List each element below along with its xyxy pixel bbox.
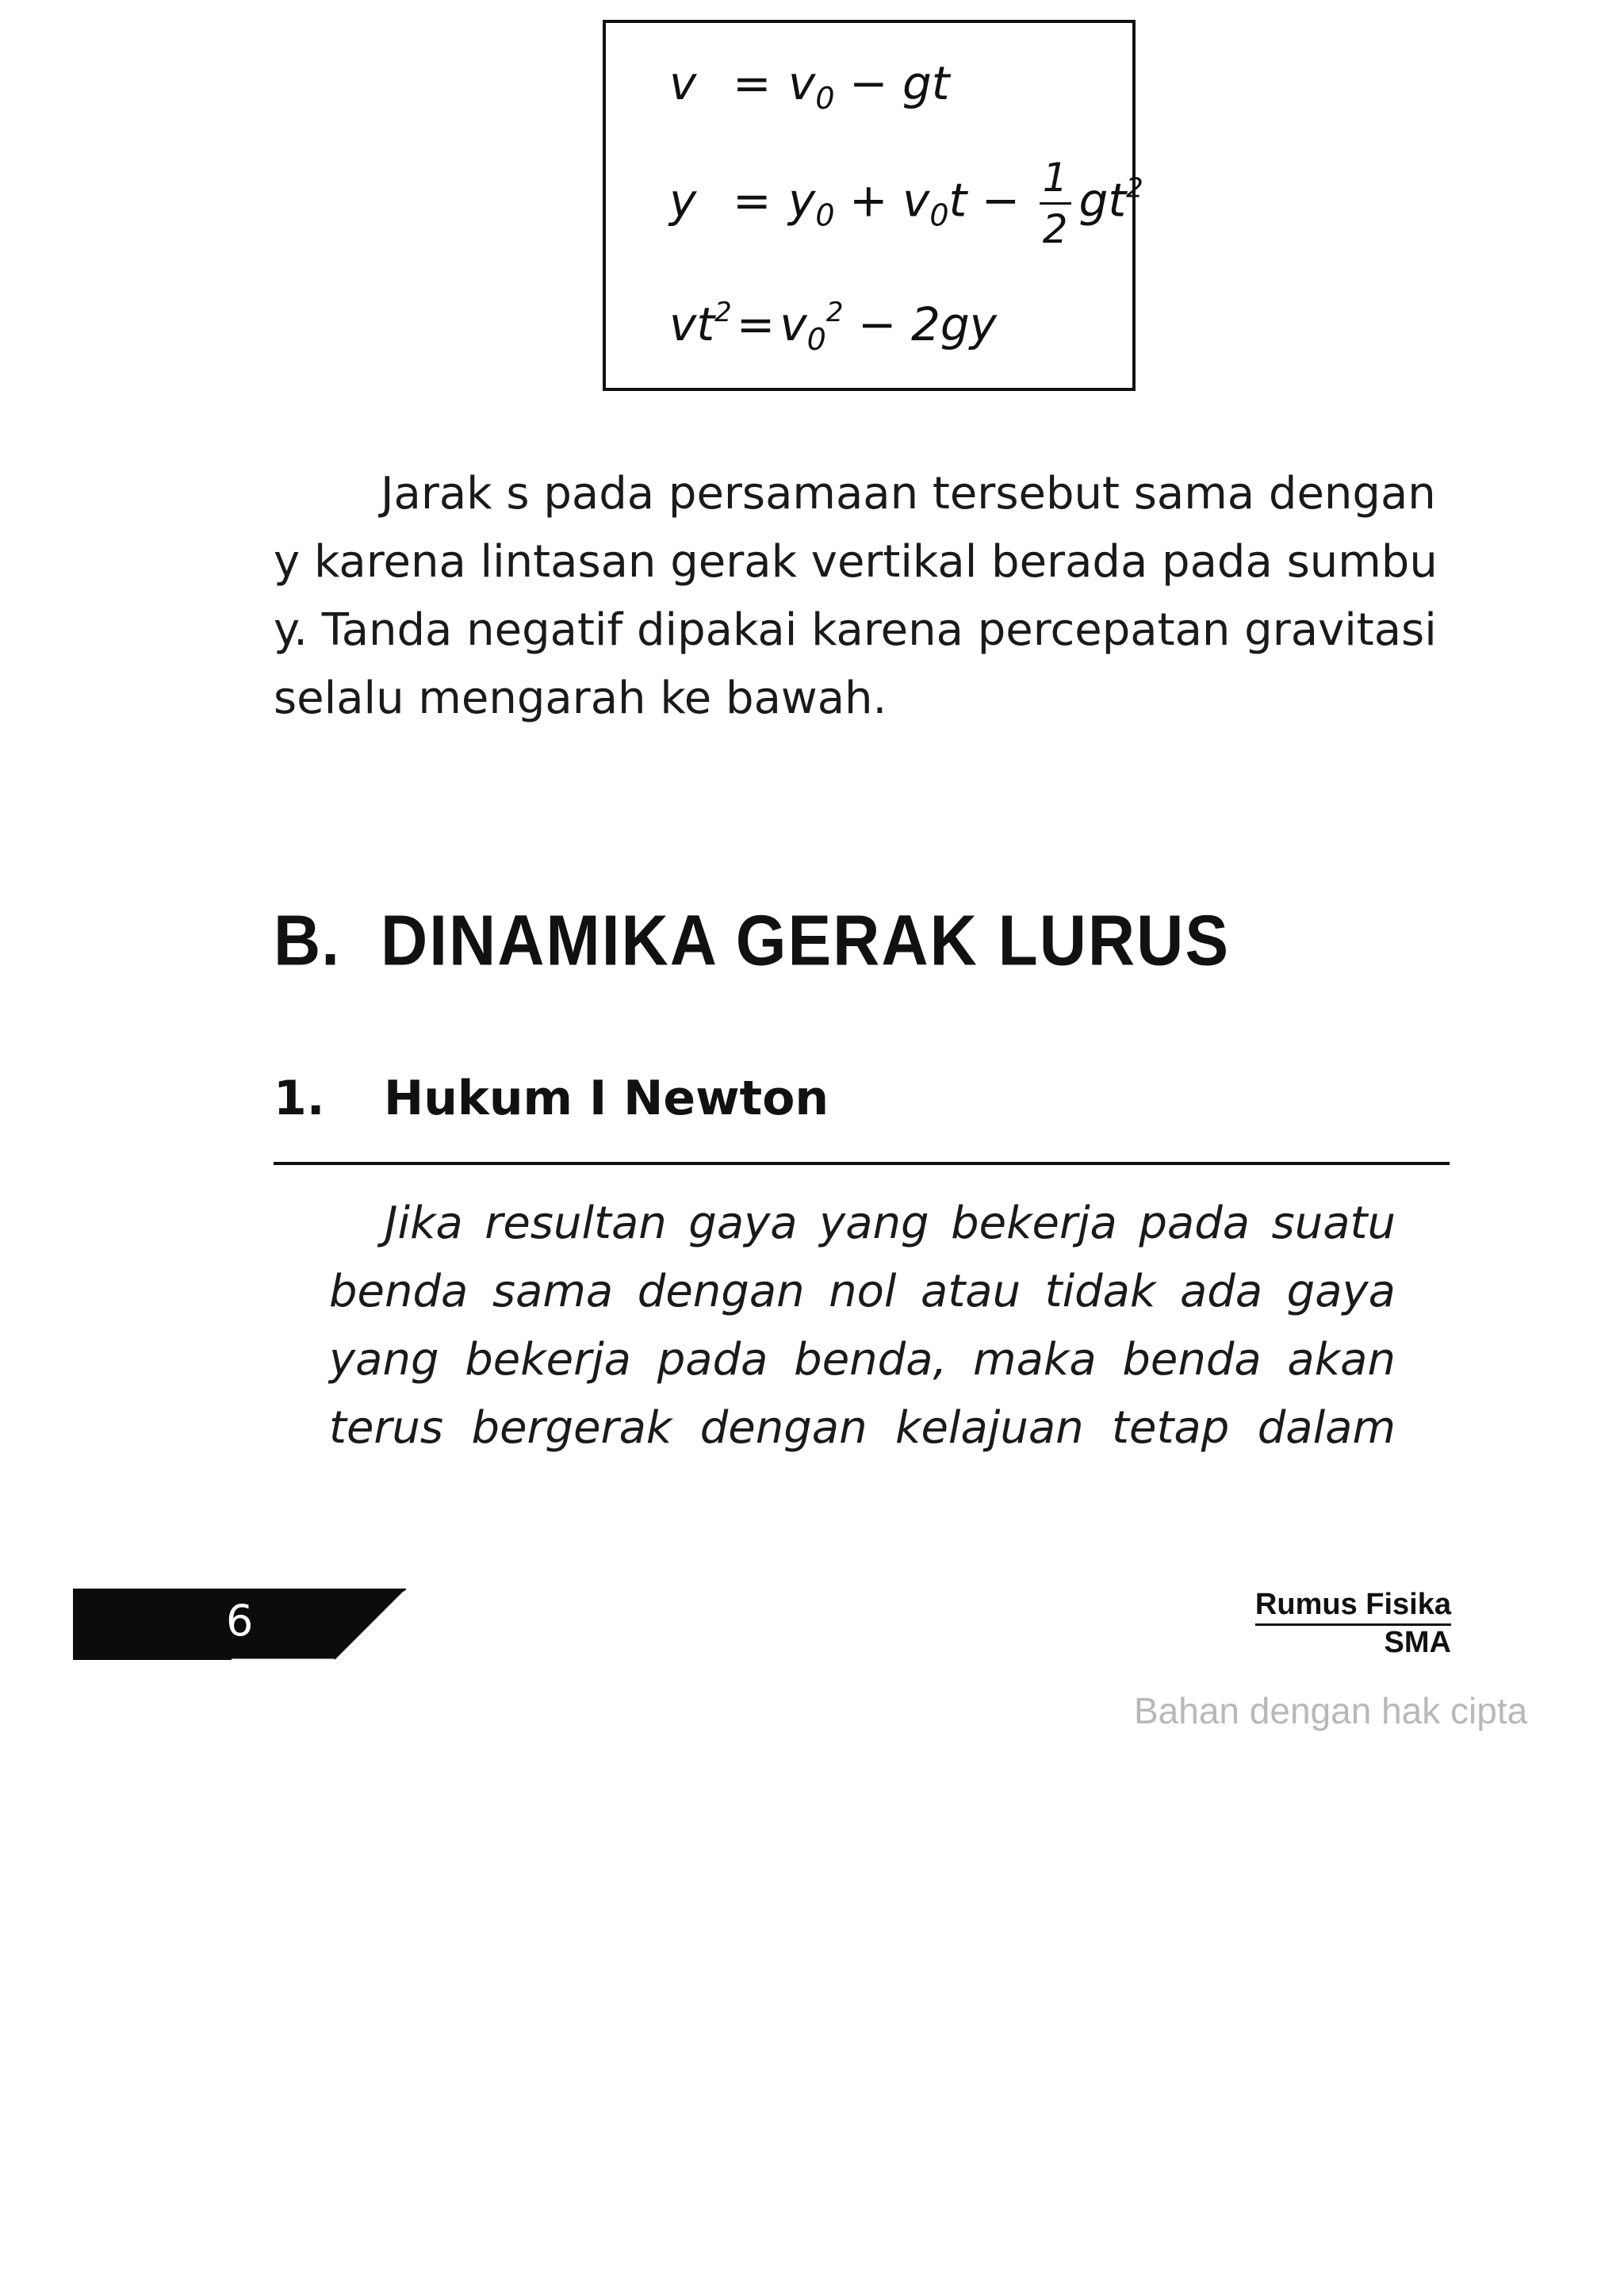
page-number: 6 [226,1596,254,1646]
formula-velocity-squared [669,297,997,357]
formula-term: v [788,56,816,110]
book-title: Rumus Fisika [1255,1588,1451,1626]
subscript: 0 [806,322,826,357]
superscript: 2 [714,297,732,328]
paragraph-line: selalu mengarah ke bawah. [274,673,887,724]
formula-term: v [779,297,807,351]
formula-term: t − [948,173,1035,228]
equals-sign: = [733,56,772,110]
paragraph-line: Jarak s pada persamaan tersebut sama dengan [381,468,1436,519]
formula-term: − gt [834,56,950,110]
formula-term: − 2gy [843,297,997,351]
fraction-denominator: 2 [1042,206,1068,252]
superscript: 2 [1126,172,1143,205]
equals-sign: = [736,297,776,351]
paragraph-line: y. Tanda negatif dipakai karena percepatan gravitasi [274,604,1437,656]
formula-term: y [788,173,816,228]
law-line: Jika resultan gaya yang bekerja pada suatu [385,1198,1396,1249]
equals-sign: = [733,173,772,228]
subscript: 0 [815,197,835,233]
newton-law-statement [329,1190,1396,1462]
formula-box [603,20,1143,391]
formula-term: gt [1078,173,1127,228]
formula-term: + v [834,173,930,228]
law-line: yang bekerja pada benda, maka benda akan [329,1334,1396,1386]
subsection-title: Hukum I Newton [384,1071,829,1126]
fraction-numerator: 1 [1040,158,1071,205]
copyright-notice: Bahan dengan hak cipta [1134,1690,1528,1731]
book-title-footer [1189,1588,1451,1660]
formula-lhs: v [669,56,697,110]
explanation-paragraph [274,460,1447,733]
formula-velocity [669,56,950,116]
subsection-number: 1. [274,1071,325,1126]
section-title: DINAMIKA GERAK LURUS [381,901,1231,981]
divider [274,1162,1450,1165]
paragraph-line: y karena lintasan gerak vertikal berada pada sumbu [274,536,1438,588]
subscript: 0 [929,197,949,233]
fraction-one-half [1040,155,1071,252]
law-line: terus bergerak dengan kelajuan tetap dalam [329,1402,1396,1454]
formula-position [669,155,1143,252]
subscript: 0 [815,81,835,116]
formula-lhs: vt [669,297,715,351]
book-level: SMA [1384,1626,1451,1659]
section-letter: B. [274,901,340,981]
formula-lhs: y [669,173,697,228]
law-line: benda sama dengan nol atau tidak ada gaya [329,1266,1396,1317]
superscript: 2 [825,297,844,328]
